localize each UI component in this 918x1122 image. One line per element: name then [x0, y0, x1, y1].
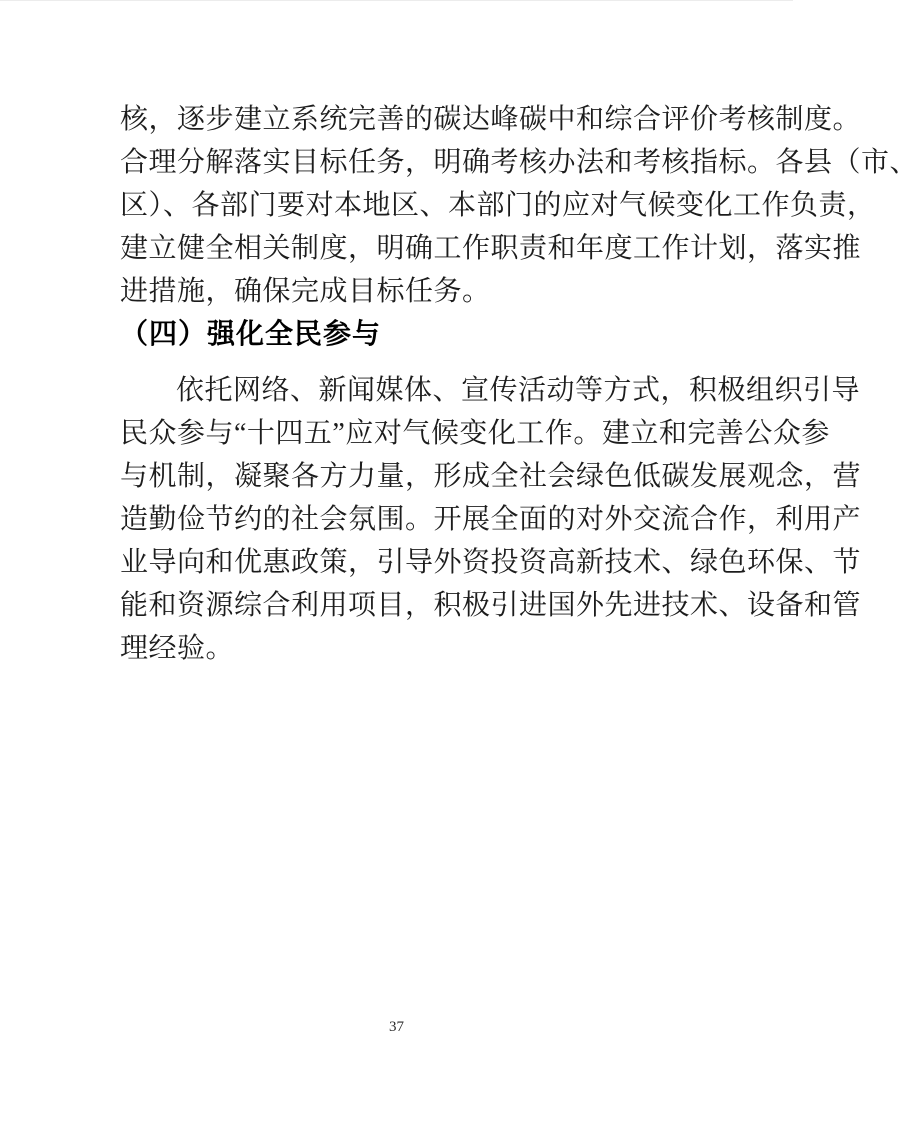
paragraph-continuation [120, 98, 918, 313]
paragraph-public-participation [120, 369, 862, 670]
text-line: 民众参与“十四五”应对气候变化工作。建立和完善公众参 [120, 418, 830, 449]
text-line: 进措施，确保完成目标任务。 [120, 276, 491, 307]
text-line: 与机制，凝聚各方力量，形成全社会绿色低碳发展观念，营 [120, 461, 862, 492]
text-line: 能和资源综合利用项目，积极引进国外先进技术、设备和管 [120, 590, 862, 621]
text-line: 核，逐步建立系统完善的碳达峰碳中和综合评价考核制度。 [120, 104, 862, 135]
section-heading: （四）强化全民参与 [120, 319, 382, 350]
text-line: 建立健全相关制度，明确工作职责和年度工作计划，落实推 [120, 233, 862, 264]
text-line: 业导向和优惠政策，引导外资投资高新技术、绿色环保、节 [120, 547, 862, 578]
text-line: 理经验。 [120, 633, 235, 664]
text-line: 区）、各部门要对本地区、本部门的应对气候变化工作负责， [120, 190, 876, 221]
text-line: 造勤俭节约的社会氛围。开展全面的对外交流合作，利用产 [120, 504, 862, 535]
text-line: 合理分解落实目标任务，明确考核办法和考核指标。各县（市、 [120, 147, 918, 178]
text-line: 依托网络、新闻媒体、宣传活动等方式，积极组织引导 [176, 375, 861, 406]
page-number: 37 [389, 1019, 404, 1035]
text-block [120, 98, 918, 670]
